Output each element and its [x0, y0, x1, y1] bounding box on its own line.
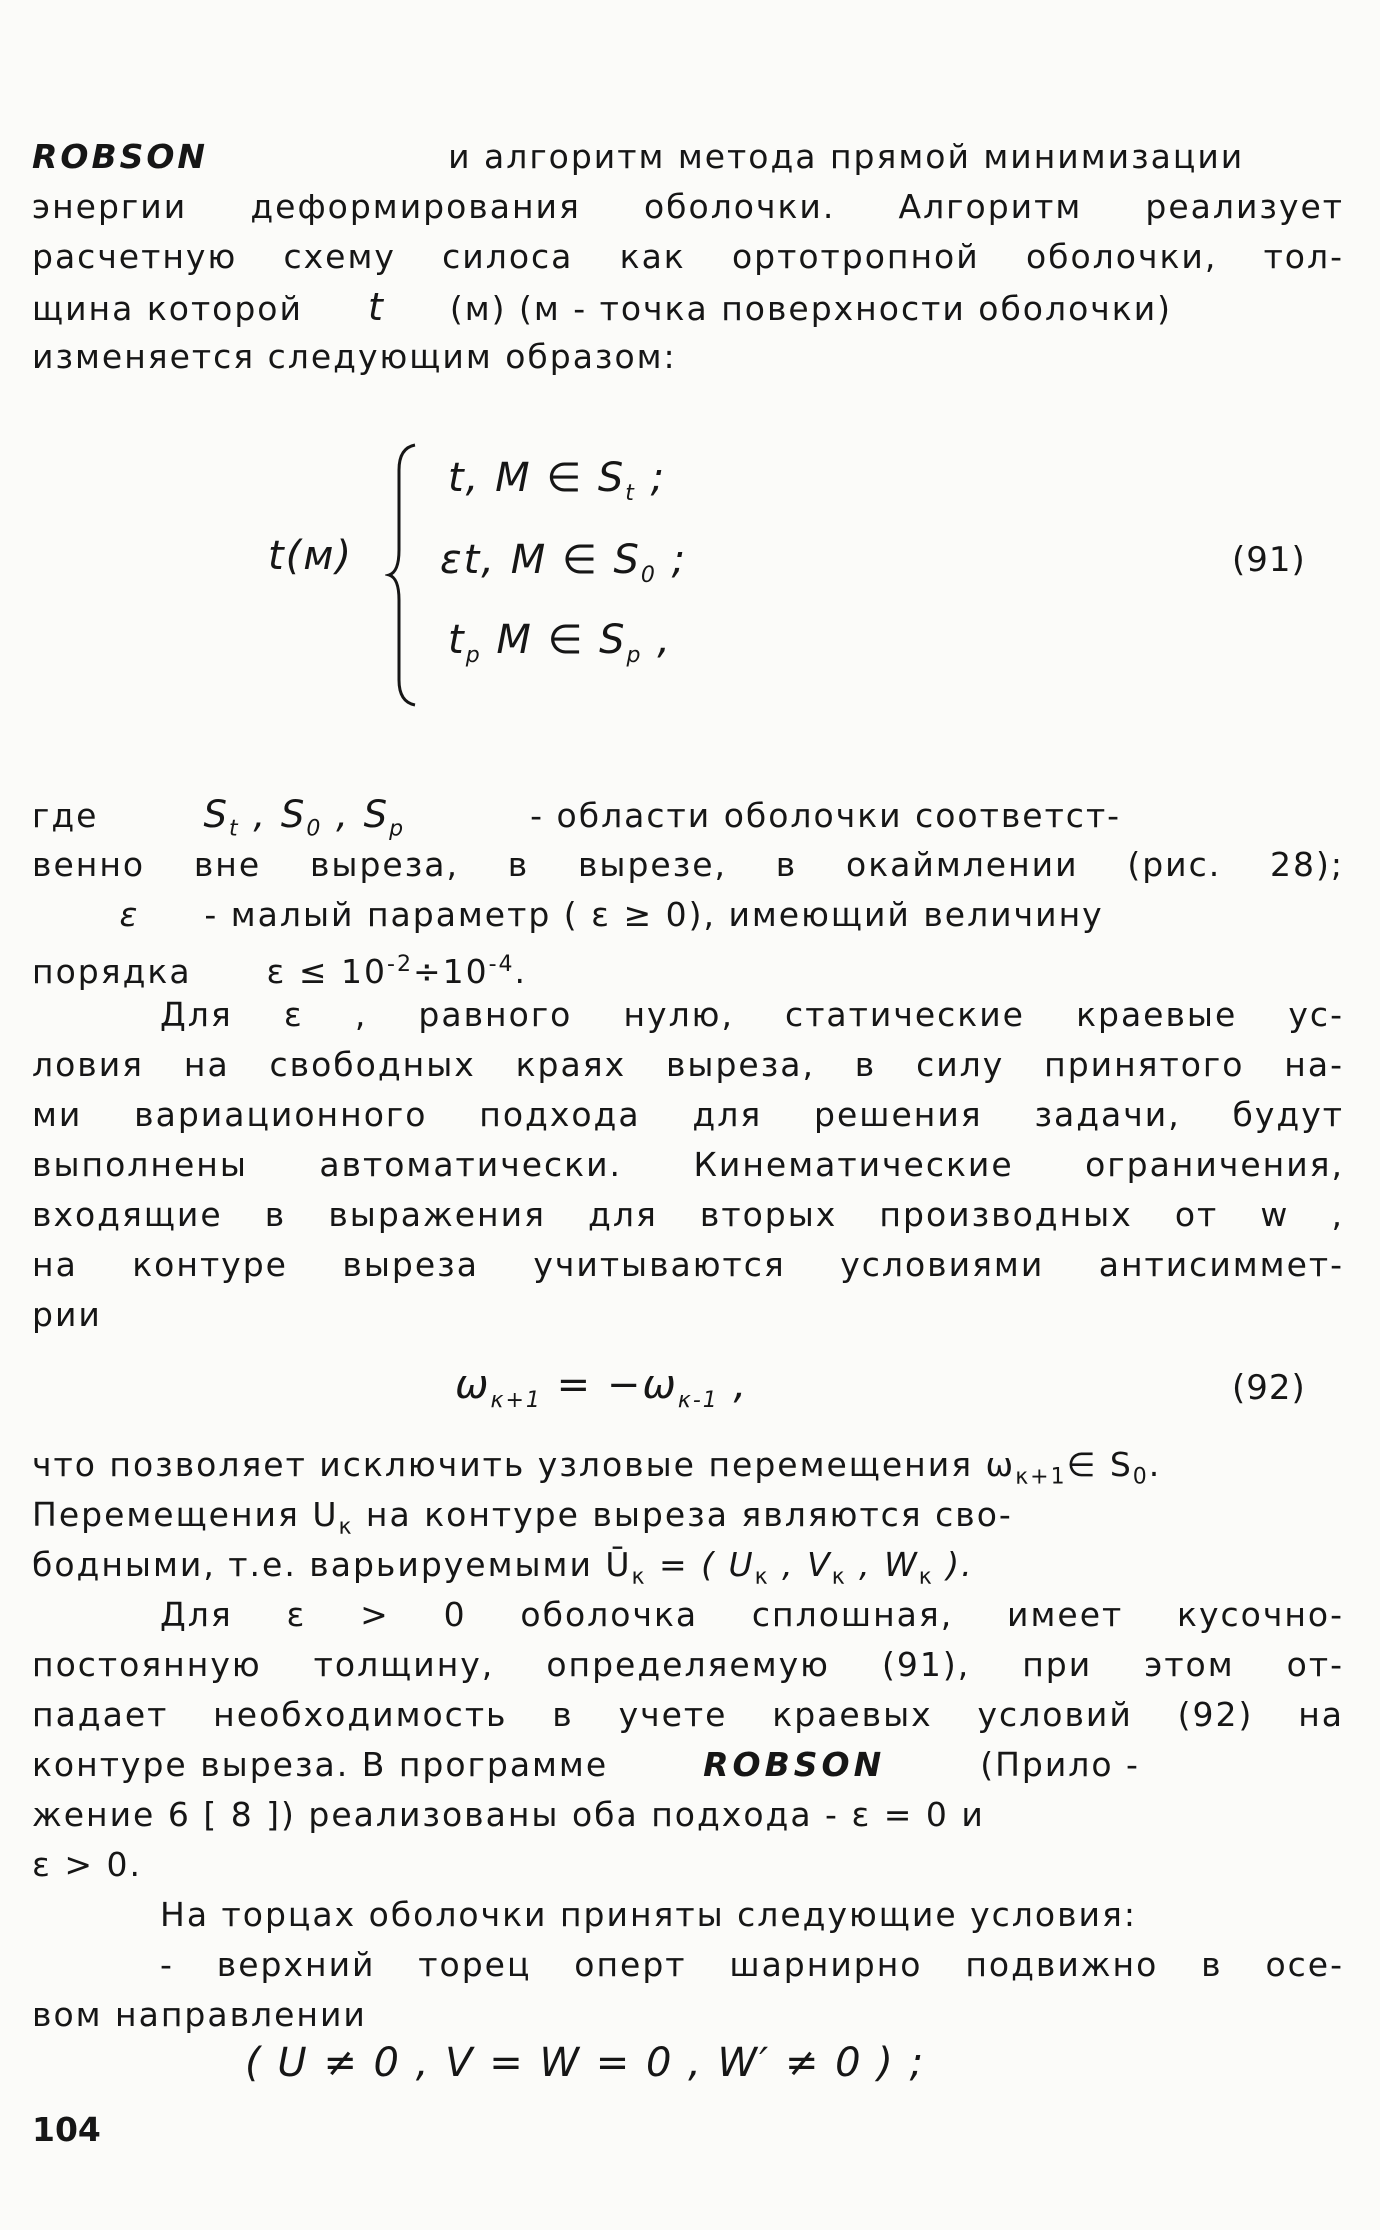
para3-line-1: что позволяет исключить узловые перемещения $\omega_{\kappa+1}\in$ $S_0$.: [32, 1445, 1162, 1490]
para3-line-3: бодными, т.е. варьируемыми $Ū_\kappa$ = ( $U_\kappa$ , $V_\kappa$ , $W_\kappa$ ).: [32, 1545, 974, 1590]
eq92-number: (92): [1232, 1368, 1306, 1408]
para5-line-2: - верхний торец оперт шарнирно подвижно в осе-: [160, 1945, 1344, 1984]
program-name: ROBSON: [32, 137, 209, 176]
para5-line-3: вом направлении: [32, 1995, 367, 2034]
eq91-row-2: εt, M ∈ $S_0$ ;: [440, 537, 688, 588]
intro-line-1: [32, 132, 1344, 182]
para4-line-2: постоянную толщину, определяемую (91), при этом от-: [32, 1645, 1344, 1684]
where-line-3: ε - малый параметр ( ε ≥ 0), имеющий величину: [119, 895, 1104, 934]
intro-line-2: энергии деформирования оболочки. Алгоритм реализует: [32, 187, 1344, 226]
para3-line-2: Перемещения $U_\kappa$ на контуре выреза являются сво-: [32, 1495, 1013, 1540]
intro-text-1: и алгоритм метода прямой минимизации: [448, 137, 1245, 176]
para2-line-6: на контуре выреза учитываются условиями антисиммет-: [32, 1245, 1344, 1284]
intro-line-3: расчетную схему силоса как ортотропной оболочки, тол-: [32, 237, 1344, 276]
thickness-symbol: t: [367, 285, 385, 329]
para4-line-1: Для ε > 0 оболочка сплошная, имеет кусочно-: [160, 1595, 1344, 1634]
intro-text-4b: (м) (м - точка поверхности оболочки): [449, 289, 1173, 328]
intro-text-4a: щина которой: [32, 289, 303, 328]
para4-line-5: жение 6 [ 8 ]) реализованы оба подхода - ε = 0 и: [32, 1795, 985, 1834]
para2-line-1: Для ε , равного нулю, статические краевые ус-: [160, 995, 1344, 1034]
para2-line-3: ми вариационного подхода для решения задачи, будут: [32, 1095, 1344, 1134]
para5-line-1: На торцах оболочки приняты следующие условия:: [160, 1895, 1137, 1934]
intro-line-5: изменяется следующим образом:: [32, 337, 677, 376]
eq91-row-3: $t_p$ M ∈ $S_p$ ,: [448, 617, 672, 668]
para2-line-7: рии: [32, 1295, 102, 1334]
para4-line-3: падает необходимость в учете краевых условий (92) на: [32, 1695, 1344, 1734]
page-number: 104: [32, 2110, 101, 2149]
where-line-4: порядка $\varepsilon \le 10^{-2}\div 10^{-4}$.: [32, 952, 528, 991]
where-line-2: венно вне выреза, в вырезе, в окаймлении (рис. 28);: [32, 845, 1344, 884]
eq92: $\omega_{\kappa+1} = -\omega_{\kappa-1}$ ,: [455, 1362, 749, 1413]
para2-line-5: входящие в выражения для вторых производных от w ,: [32, 1195, 1344, 1234]
para4-line-6: ε > 0.: [32, 1845, 142, 1884]
para4-line-4: контуре выреза. В программе ROBSON (Прило -: [32, 1745, 1140, 1784]
eq91-row-1: t, M ∈ $S_t$ ;: [448, 455, 667, 506]
eq91-lhs: t(м): [268, 533, 354, 579]
para2-line-4: выполнены автоматически. Кинематические ограничения,: [32, 1145, 1344, 1184]
intro-line-4: [32, 282, 1344, 334]
para2-line-2: ловия на свободных краях выреза, в силу принятого на-: [32, 1045, 1344, 1084]
boundary-condition-equation: ( U ≠ 0 , V = W = 0 , W′ ≠ 0 ) ;: [245, 2040, 926, 2086]
where-line-1: где $S_t$ , $S_0$ , $S_p$ - области оболочки соответст-: [32, 793, 1122, 842]
program-name-2: ROBSON: [703, 1745, 886, 1784]
eq91-number: (91): [1232, 540, 1306, 580]
left-brace: [385, 440, 425, 710]
